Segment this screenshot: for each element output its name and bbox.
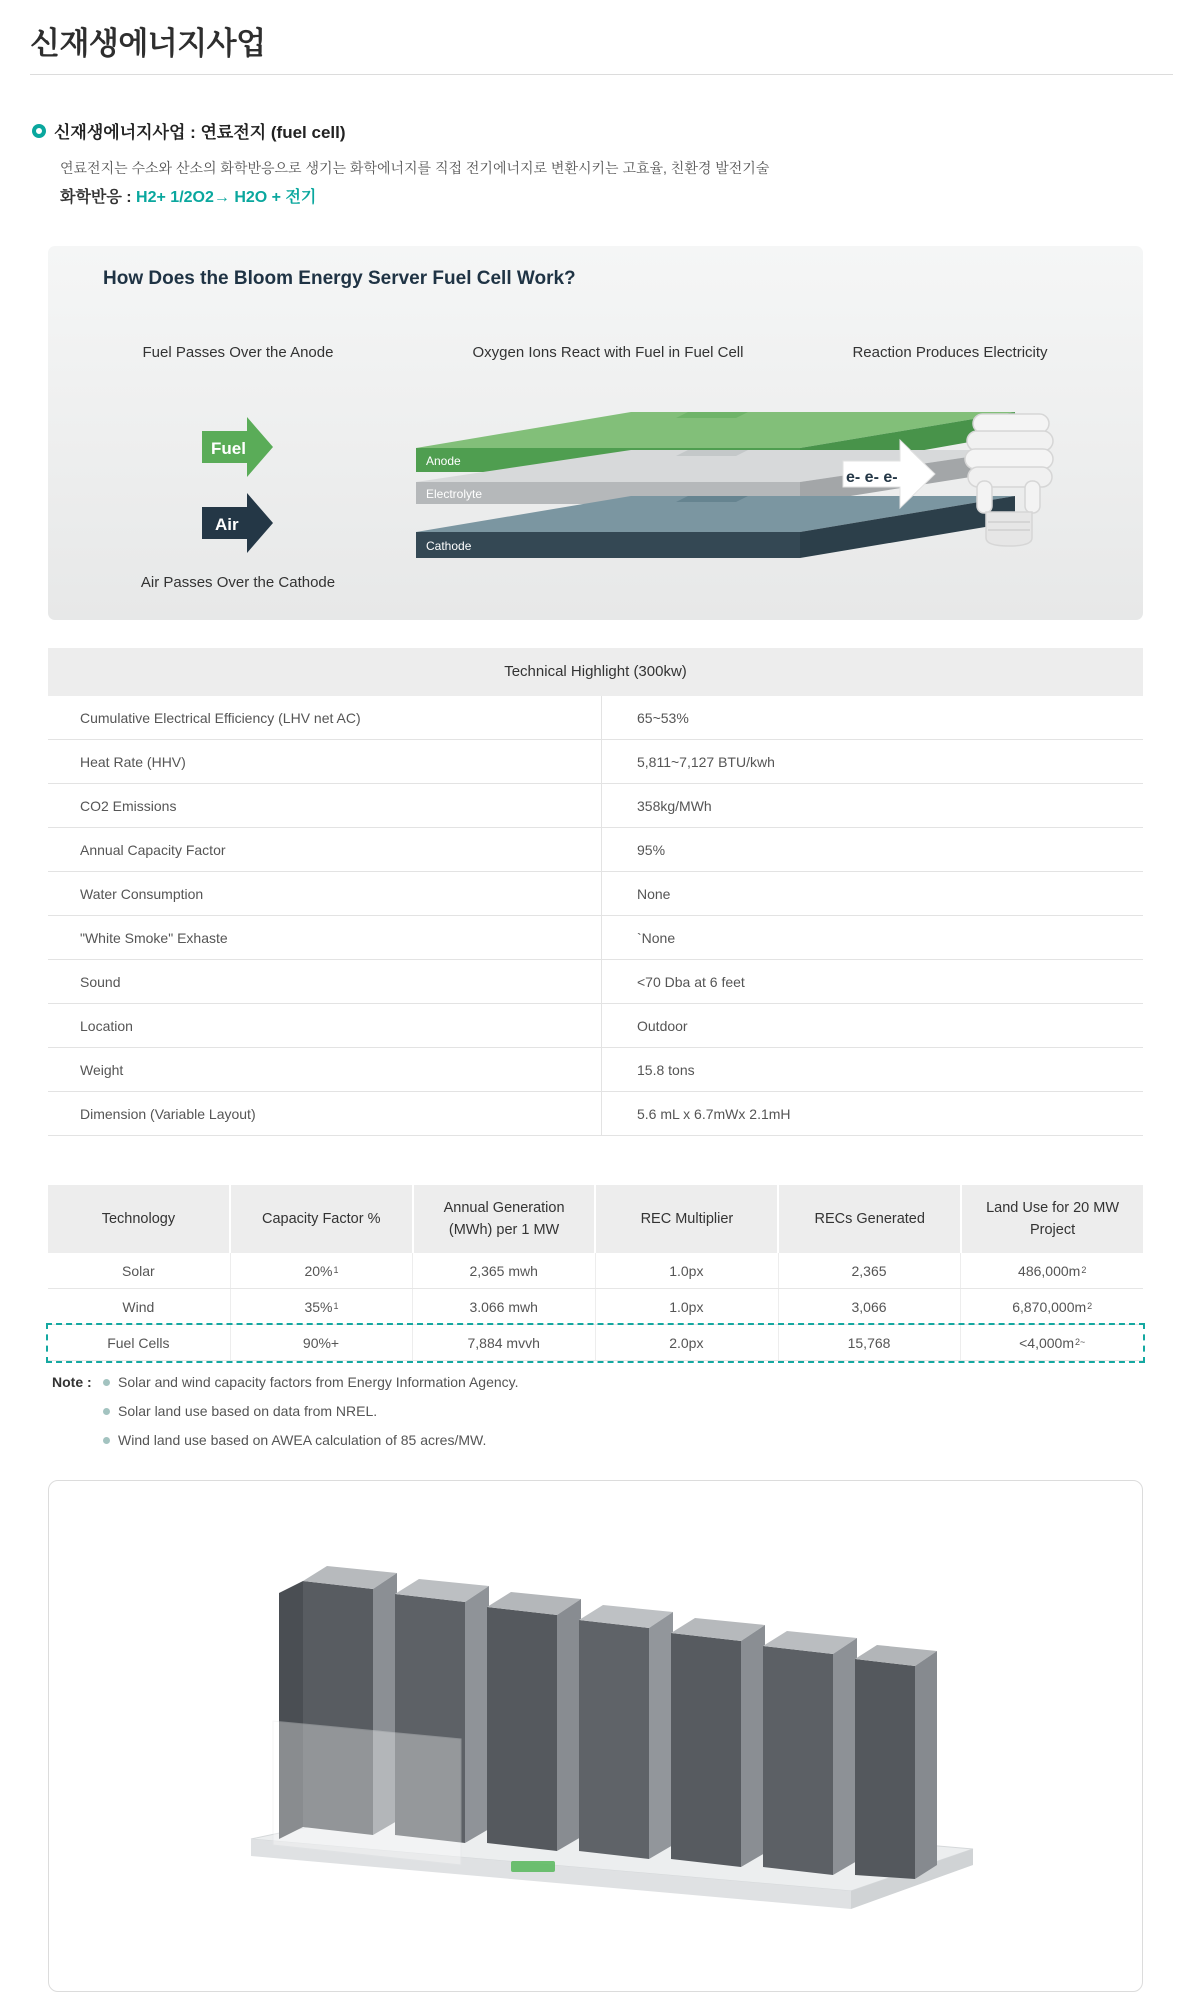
cell-text: 35% — [304, 1298, 333, 1315]
cell-sup: 1 — [333, 1301, 339, 1311]
server-logo — [511, 1861, 555, 1872]
row-value: 358kg/MWh — [601, 784, 1143, 827]
row-label: Cumulative Electrical Efficiency (LHV net AC) — [80, 709, 361, 726]
reaction-formula: H2+ 1/2O2→ H2O + 전기 — [136, 189, 317, 206]
electrons-label: e- e- e- — [846, 469, 898, 486]
section-title: 신재생에너지사업 : 연료전지 (fuel cell) — [54, 123, 346, 142]
table-row — [48, 916, 1143, 960]
server-glass-panel — [273, 1721, 461, 1865]
section-description: 연료전지는 수소와 산소의 화학반응으로 생기는 화학에너지를 직접 전기에너지로 변환시키는 고효율, 친환경 발전기술 — [60, 160, 770, 176]
row-label: "White Smoke" Exhaste — [80, 929, 228, 946]
note-line — [52, 1370, 519, 1394]
reaction-label: 화학반응 : — [60, 189, 137, 206]
table-cell — [779, 1253, 962, 1288]
note-block — [52, 1370, 519, 1457]
bloom-server-image — [211, 1509, 981, 1949]
bullet-dot-icon — [103, 1408, 110, 1415]
table-cell — [48, 1325, 231, 1360]
comparison-header-row — [48, 1185, 1143, 1253]
table-row — [48, 1048, 1143, 1092]
electrolyte-label: Electrolyte — [426, 487, 483, 501]
table-row-wind — [48, 1289, 1143, 1325]
cell-text: Solar — [121, 1262, 155, 1279]
technical-highlight-header: Technical Highlight (300kw) — [48, 648, 1143, 696]
cell-text: 486,000m — [1018, 1262, 1081, 1279]
column-header: RECs Generated — [779, 1185, 960, 1253]
row-label: Dimension (Variable Layout) — [80, 1105, 256, 1122]
row-label: Heat Rate (HHV) — [80, 753, 186, 770]
table-row — [48, 872, 1143, 916]
table-cell — [231, 1289, 414, 1324]
table-row — [48, 740, 1143, 784]
table-row — [48, 960, 1143, 1004]
column-header: REC Multiplier — [596, 1185, 777, 1253]
cathode-label: Cathode — [426, 539, 472, 553]
row-value: `None — [601, 916, 1143, 959]
row-label: Weight — [80, 1061, 124, 1078]
row-value: 65~53% — [601, 696, 1143, 739]
cell-sup: 2 — [1087, 1301, 1093, 1311]
row-value: 95% — [601, 828, 1143, 871]
diagram-step3-label: Reaction Produces Electricity — [852, 344, 1048, 361]
row-value: <70 Dba at 6 feet — [601, 960, 1143, 1003]
fuel-arrow-label: Fuel — [211, 439, 246, 458]
table-row — [48, 784, 1143, 828]
row-value: Outdoor — [601, 1004, 1143, 1047]
cell-text: 2,365 — [851, 1262, 887, 1279]
table-cell — [779, 1289, 962, 1324]
column-header: Land Use for 20 MW Project — [962, 1185, 1143, 1253]
note-text: Solar and wind capacity factors from Energy Information Agency. — [118, 1374, 519, 1390]
note-text: Solar land use based on data from NREL. — [118, 1403, 378, 1419]
note-label: Note : — [52, 1374, 92, 1390]
table-cell — [596, 1253, 779, 1288]
table-cell — [961, 1325, 1143, 1360]
table-cell — [779, 1325, 962, 1360]
cell-text: <4,000m — [1019, 1334, 1074, 1351]
anode-label: Anode — [426, 454, 461, 468]
cell-text: 90%+ — [302, 1334, 340, 1351]
cell-sup: 2~ — [1075, 1337, 1086, 1347]
column-header: Technology — [48, 1185, 229, 1253]
table-cell — [596, 1289, 779, 1324]
row-label: Annual Capacity Factor — [80, 841, 226, 858]
diagram-title: How Does the Bloom Energy Server Fuel Cell Work? — [103, 268, 576, 289]
table-row — [48, 696, 1143, 740]
air-arrow-icon — [202, 493, 273, 553]
table-cell — [231, 1253, 414, 1288]
note-line — [52, 1428, 519, 1452]
bullet-dot-icon — [103, 1379, 110, 1386]
air-arrow-label: Air — [215, 515, 239, 534]
cell-text: 1.0px — [669, 1262, 704, 1279]
cell-sup: 1 — [333, 1265, 339, 1275]
column-header: Capacity Factor % — [231, 1185, 412, 1253]
cell-text: Wind — [122, 1298, 155, 1315]
table-cell — [413, 1253, 596, 1288]
fuel-cell-diagram — [48, 246, 1143, 620]
row-label: Water Consumption — [80, 885, 204, 902]
reaction-line — [60, 184, 316, 207]
column-header: Annual Generation (MWh) per 1 MW — [414, 1185, 595, 1253]
table-cell — [413, 1325, 596, 1360]
page-title: 신재생에너지사업 — [30, 26, 266, 61]
technology-comparison-table — [48, 1185, 1143, 1361]
bullet-dot-icon — [103, 1437, 110, 1444]
cell-sup: 2 — [1081, 1265, 1087, 1275]
row-label: CO2 Emissions — [80, 797, 177, 814]
table-cell — [231, 1325, 414, 1360]
cell-text: 3,066 — [851, 1298, 887, 1315]
table-cell — [961, 1289, 1143, 1324]
table-row — [48, 1092, 1143, 1136]
row-label: Sound — [80, 973, 121, 990]
air-caption: Air Passes Over the Cathode — [140, 574, 336, 591]
diagram-step2-label: Oxygen Ions React with Fuel in Fuel Cell — [472, 344, 744, 361]
server-image-box — [48, 1480, 1143, 1992]
bullet-ring-icon — [32, 124, 46, 138]
table-cell — [596, 1325, 779, 1360]
table-cell — [48, 1289, 231, 1324]
fuel-arrow-icon — [202, 417, 273, 477]
cathode-layer — [416, 496, 1015, 558]
diagram-graphics — [48, 246, 1143, 620]
row-value: 5.6 mL x 6.7mWx 2.1mH — [601, 1092, 1143, 1135]
cell-text: 7,884 mvvh — [467, 1334, 540, 1351]
title-divider — [30, 74, 1173, 75]
cell-text: 3.066 mwh — [469, 1298, 538, 1315]
table-cell — [48, 1253, 231, 1288]
cell-text: 20% — [304, 1262, 333, 1279]
note-line — [52, 1399, 519, 1423]
cell-text: 2,365 mwh — [469, 1262, 538, 1279]
cell-text: Fuel Cells — [107, 1334, 170, 1351]
table-row-solar — [48, 1253, 1143, 1289]
cell-text: 1.0px — [669, 1298, 704, 1315]
table-row — [48, 828, 1143, 872]
row-value: 15.8 tons — [601, 1048, 1143, 1091]
table-row — [48, 1004, 1143, 1048]
table-cell — [961, 1253, 1143, 1288]
diagram-step1-label: Fuel Passes Over the Anode — [142, 344, 334, 361]
table-row-fuel-cells — [48, 1325, 1143, 1361]
section-header — [32, 118, 346, 143]
note-text: Wind land use based on AWEA calculation of 85 acres/MW. — [118, 1432, 487, 1448]
technical-highlight-table — [48, 648, 1143, 1136]
row-label: Location — [80, 1017, 133, 1034]
cell-text: 2.0px — [669, 1334, 704, 1351]
row-value: 5,811~7,127 BTU/kwh — [601, 740, 1143, 783]
table-cell — [413, 1289, 596, 1324]
cell-text: 6,870,000m — [1012, 1298, 1087, 1315]
cell-text: 15,768 — [847, 1334, 891, 1351]
row-value: None — [601, 872, 1143, 915]
